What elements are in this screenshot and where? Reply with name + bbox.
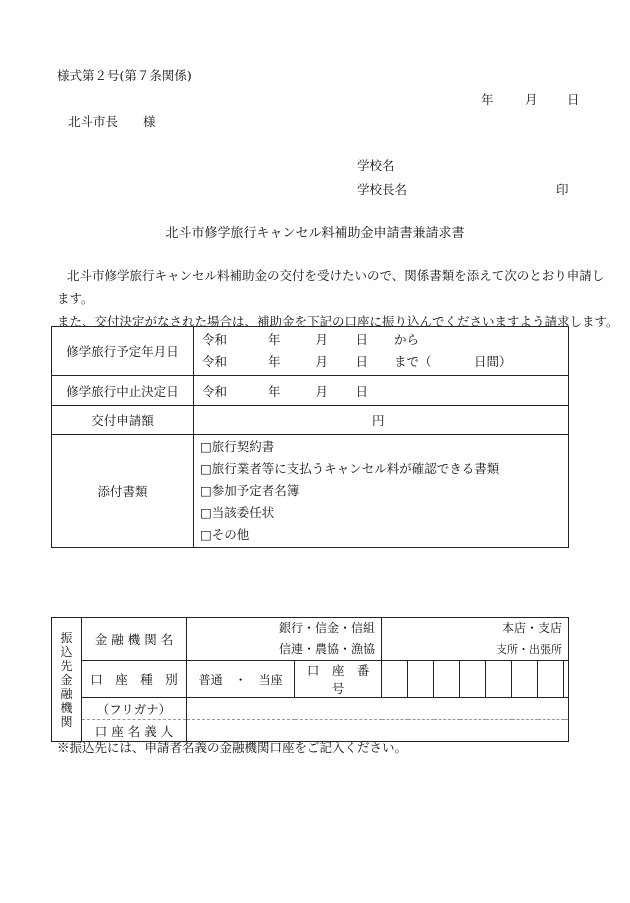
bank-types-line2: 信連・農協・漁協 xyxy=(278,642,375,656)
bank-side-label xyxy=(52,618,82,742)
account-holder-label: 口 座 名 義 人 xyxy=(82,720,187,742)
month-label: 月 xyxy=(315,383,328,399)
furigana-label: （フリガナ） xyxy=(82,698,187,720)
body-para2: また、交付決定がなされた場合は、補助金を下記の口座に振り込んでくださいますよう請求します。 xyxy=(57,314,619,329)
body-para1-line2: ます。 xyxy=(57,291,94,306)
principal-name-label: 学校長名 xyxy=(357,182,408,197)
bank-note: ※振込先には、申請者名義の金融機関口座をご記入ください。 xyxy=(57,740,408,755)
account-number-label: 口 座 番 号 xyxy=(295,661,382,698)
account-type-options[interactable]: 普通 ・ 当座 xyxy=(187,661,295,698)
era-label: 令和 xyxy=(202,354,228,369)
trip-date-label: 修学旅行予定年月日 xyxy=(52,327,194,376)
school-name-label: 学校名 xyxy=(357,158,395,173)
bank-types-line1: 銀行・信金・信組 xyxy=(278,621,375,635)
account-digit-cell[interactable] xyxy=(486,661,512,698)
cancel-date-field[interactable] xyxy=(194,376,569,406)
body-para1-line1: 北斗市修学旅行キャンセル料補助金の交付を受けたいので、関係書類を添えて次のとおり申請し xyxy=(67,268,605,283)
branch-line2: 支所・出張所 xyxy=(496,643,562,656)
date-year-label: 年 xyxy=(481,92,494,107)
year-label: 年 xyxy=(268,383,281,399)
account-digit-cell[interactable] xyxy=(408,661,434,698)
attachment-item[interactable]: □参加予定者名簿 xyxy=(200,483,300,498)
month-label: 月 xyxy=(315,354,328,369)
attachment-item[interactable]: □その他 xyxy=(200,527,250,542)
date-day-label: 日 xyxy=(567,92,580,107)
furigana-field[interactable] xyxy=(187,698,569,720)
until-label: まで（ xyxy=(394,354,432,369)
attachments-list xyxy=(194,435,569,548)
date-month-label: 月 xyxy=(525,92,538,107)
year-label: 年 xyxy=(268,354,281,369)
yen-label: 円 xyxy=(372,413,385,428)
bank-side-text: 振込先金融機関 xyxy=(60,630,73,729)
application-table xyxy=(51,326,569,548)
day-label: 日 xyxy=(355,332,368,347)
era-label: 令和 xyxy=(202,383,228,399)
addressee: 北斗市長 xyxy=(68,114,119,129)
account-digit-cell[interactable] xyxy=(382,661,408,698)
account-digit-cell[interactable] xyxy=(564,661,569,698)
addressee-honorific: 様 xyxy=(143,114,156,129)
amount-field[interactable] xyxy=(194,406,569,435)
account-type-label: 口 座 種 別 xyxy=(82,661,187,698)
branch-line1: 本店・支店 xyxy=(501,621,562,635)
year-label: 年 xyxy=(268,332,281,347)
institution-label: 金 融 機 関 名 xyxy=(82,618,187,661)
amount-label: 交付申請額 xyxy=(52,406,194,435)
attachment-item[interactable]: □旅行業者等に支払うキャンセル料が確認できる書類 xyxy=(200,461,500,476)
day-label: 日 xyxy=(355,354,368,369)
era-label: 令和 xyxy=(202,332,228,347)
attachments-label: 添付書類 xyxy=(52,435,194,548)
bank-table xyxy=(51,617,569,742)
account-digit-cell[interactable] xyxy=(434,661,460,698)
days-label: 日間） xyxy=(474,354,512,369)
institution-name-field[interactable] xyxy=(187,618,382,661)
account-digit-cell[interactable] xyxy=(460,661,486,698)
trip-date-field[interactable] xyxy=(194,327,569,376)
form-number: 様式第２号(第７条関係) xyxy=(57,68,192,83)
cancel-date-label: 修学旅行中止決定日 xyxy=(52,376,194,406)
branch-name-field[interactable] xyxy=(382,618,569,661)
seal-mark: 印 xyxy=(556,182,569,197)
attachment-item[interactable]: □旅行契約書 xyxy=(200,439,275,454)
account-digit-cell[interactable] xyxy=(538,661,564,698)
from-label: から xyxy=(394,332,420,347)
day-label: 日 xyxy=(355,383,368,399)
month-label: 月 xyxy=(315,332,328,347)
account-digit-cell[interactable] xyxy=(512,661,538,698)
attachment-item[interactable]: □当該委任状 xyxy=(200,505,275,520)
document-title: 北斗市修学旅行キャンセル料補助金申請書兼請求書 xyxy=(165,226,465,241)
